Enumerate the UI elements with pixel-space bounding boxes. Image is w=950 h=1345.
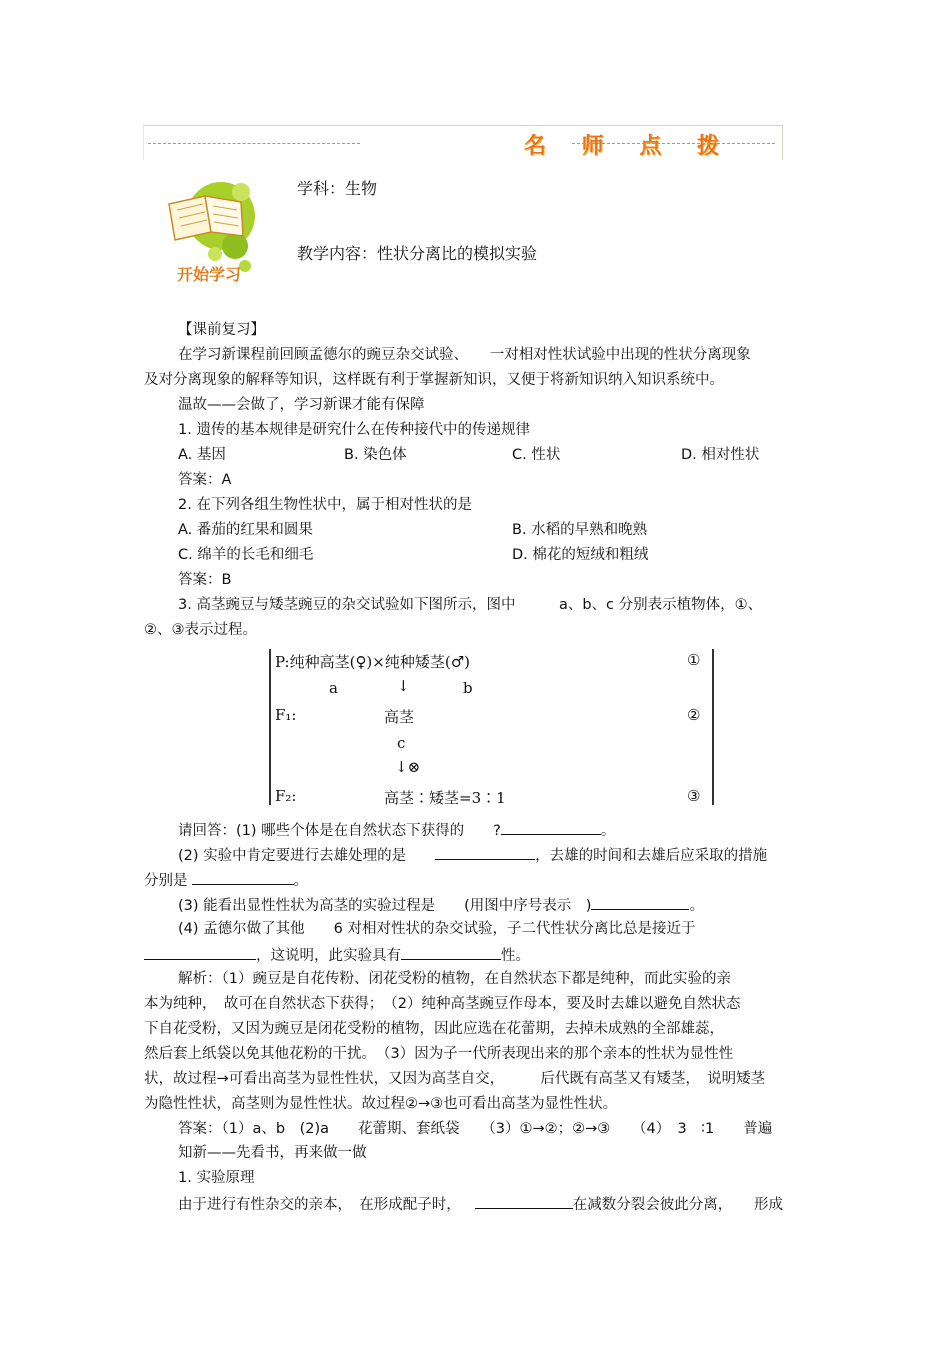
analysis-line: 然后套上纸袋以免其他花粉的干扰。 （3）因为子一代所表现出来的那个亲本的性状为显性性 xyxy=(144,1046,734,1062)
q1-option-d: D. 相对性状 xyxy=(681,447,760,463)
label-a: a xyxy=(329,679,338,697)
paragraph-line: ②、③表示过程。 xyxy=(144,622,257,638)
analysis-line: 解析：（1）豌豆是自花传粉、闭花受粉的植物，在自然状态下都是纯种，而此实验的亲 xyxy=(178,971,731,987)
banner-title: 名 师 点 拨 xyxy=(524,133,733,159)
section-heading-new-knowledge: 知新——先看书，再来做一做 xyxy=(178,1145,367,1161)
paragraph-line: 在学习新课程前回顾孟德尔的豌豆杂交试验、 一对相对性状试验中出现的性状分离现象 xyxy=(178,347,751,363)
sub-question-1 xyxy=(178,820,615,840)
answer-blank[interactable] xyxy=(401,945,501,960)
sub-question-2 xyxy=(178,845,767,865)
answer-blank[interactable] xyxy=(192,870,294,885)
sub-question-4-text-end: 性。 xyxy=(501,948,530,964)
principle-line xyxy=(178,1194,783,1214)
punctuation: 。 xyxy=(293,873,308,889)
sub-question-3 xyxy=(178,895,704,915)
answer-blank[interactable] xyxy=(144,945,256,960)
q1-option-b: B. 染色体 xyxy=(344,447,407,463)
sub-question-4-line2 xyxy=(144,945,530,965)
q2-option-c: C. 绵羊的长毛和细毛 xyxy=(178,547,314,563)
punctuation: 。 xyxy=(600,823,616,839)
f2-label: F₂: xyxy=(275,787,297,805)
analysis-line: 状，故过程→可看出高茎为显性性状，又因为高茎自交， 后代既有高茎又有矮茎， 说明矮茎 xyxy=(144,1071,766,1087)
sub-question-4-text: ，这说明，此实验具有 xyxy=(256,948,401,964)
q2-option-d: D. 棉花的短绒和粗绒 xyxy=(512,547,649,563)
q1-option-c: C. 性状 xyxy=(512,447,561,463)
process-number-2: ② xyxy=(687,706,701,724)
analysis-line: 下自花受粉，又因为豌豆是闭花受粉的植物，因此应选在花蕾期，去掉未成熟的全部雄蕊， xyxy=(144,1021,724,1037)
punctuation: 。 xyxy=(689,898,704,914)
sub-question-4: (4) 孟德尔做了其他 6 对相对性状的杂交试验，子二代性状分离比总是接近于 xyxy=(178,921,696,937)
cross-diagram xyxy=(269,649,714,805)
f1-label: F₁: xyxy=(275,706,297,724)
answer-blank[interactable] xyxy=(475,1194,573,1209)
process-number-3: ③ xyxy=(687,787,701,805)
answer-2: 答案：B xyxy=(178,572,232,588)
sub-question-2-text-continued: ，去雄的时间和去雄后应采取的措施 xyxy=(535,848,768,864)
label-c: c xyxy=(397,734,406,752)
sub-question-2-text-end: 分别是 xyxy=(144,873,188,889)
q1-option-a: A. 基因 xyxy=(178,447,226,463)
question-3: 3. 高茎豌豆与矮茎豌豆的杂交试验如下图所示，图中 a、b、c 分别表示植物体，①、 xyxy=(178,597,763,613)
question-1: 1. 遗传的基本规律是研究什么在传种接代中的传递规律 xyxy=(178,422,530,438)
sub-question-2-line2 xyxy=(144,870,308,890)
subject-label: 学科：生物 xyxy=(297,179,378,198)
sub-question-2-text: (2) 实验中肯定要进行去雄处理的是 xyxy=(178,848,436,864)
sub-question-3-text: (3) 能看出显性性状为高茎的实验过程是 (用图中序号表示 ) xyxy=(178,898,592,914)
q2-option-a: A. 番茄的红果和圆果 xyxy=(178,522,313,538)
sub-question-1-text: 请回答：(1) 哪些个体是在自然状态下获得的 ? xyxy=(178,823,501,839)
answer-3: 答案：（1）a、b (2)a 花蕾期、套纸袋 （3）①→②；②→③ （4） 3 ∶1 普遍 xyxy=(178,1121,773,1137)
logo-text: 开始学习 xyxy=(177,265,242,284)
analysis-line: 本为纯种， 故可在自然状态下获得； （2）纯种高茎豌豆作母本，要及时去雄以避免自然状态 xyxy=(144,996,741,1012)
down-arrow-icon: ↓ xyxy=(397,677,410,695)
selfing-arrow-icon: ↓⊗ xyxy=(395,758,421,776)
answer-blank[interactable] xyxy=(501,820,601,835)
banner-right-dashes xyxy=(572,143,775,144)
banner xyxy=(143,125,783,160)
section-heading-review: 【课前复习】 xyxy=(178,322,265,338)
teaching-content-label: 教学内容：性状分离比的模拟实验 xyxy=(297,244,538,263)
q2-option-b: B. 水稻的早熟和晚熟 xyxy=(512,522,648,538)
p-generation-label: P:纯种高茎(♀)×纯种矮茎(♂) xyxy=(275,653,471,671)
paragraph-line: 及对分离现象的解释等知识，这样既有利于掌握新知识，又便于将新知识纳入知识系统中。 xyxy=(144,372,724,388)
paragraph-line: 温故——会做了，学习新课才能有保障 xyxy=(178,397,425,413)
answer-blank[interactable] xyxy=(591,895,689,910)
label-b: b xyxy=(463,679,473,697)
analysis-line: 为隐性性状，高茎则为显性性状。故过程②→③也可看出高茎为显性性状。 xyxy=(144,1096,618,1112)
question-2: 2. 在下列各组生物性状中，属于相对性状的是 xyxy=(178,497,472,513)
f2-value: 高茎∶矮茎=3∶1 xyxy=(384,789,506,807)
principle-text-continued: 在减数分裂会彼此分离， 形成 xyxy=(572,1197,783,1213)
section-heading-principle: 1. 实验原理 xyxy=(178,1170,255,1186)
start-learning-logo xyxy=(163,174,259,286)
answer-blank[interactable] xyxy=(435,845,535,860)
banner-left-dashes xyxy=(148,143,360,144)
principle-text: 由于进行有性杂交的亲本， 在形成配子时， xyxy=(178,1197,461,1213)
process-number-1: ① xyxy=(687,651,701,669)
answer-1: 答案：A xyxy=(178,472,232,488)
f1-value: 高茎 xyxy=(384,708,415,726)
